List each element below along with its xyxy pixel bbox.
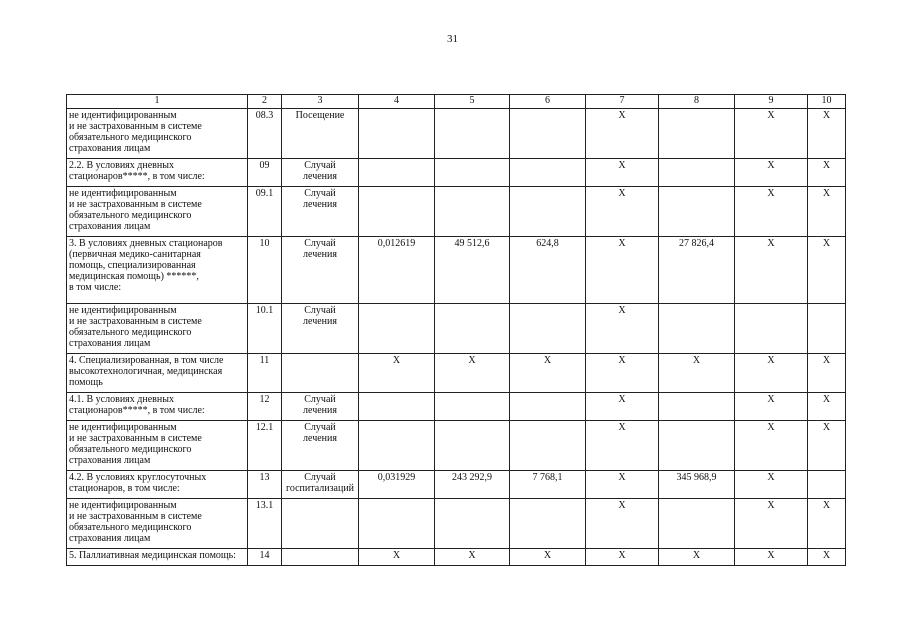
table-row bbox=[67, 471, 846, 499]
cell-text: Х bbox=[468, 550, 476, 561]
table-cell bbox=[359, 159, 435, 187]
table-cell bbox=[735, 393, 808, 421]
table-cell bbox=[586, 187, 659, 237]
table-cell bbox=[282, 109, 359, 159]
cell-text: 4.1. В условиях дневных стационаров*****, в том числе: bbox=[69, 394, 205, 416]
cell-text: 345 968,9 bbox=[676, 472, 717, 483]
table-cell bbox=[586, 549, 659, 566]
column-header: 1 bbox=[67, 95, 248, 109]
table-cell bbox=[435, 393, 510, 421]
table-cell bbox=[586, 109, 659, 159]
cell-text: Х bbox=[767, 160, 775, 171]
cell-text: Х bbox=[392, 550, 401, 561]
table-cell bbox=[735, 187, 808, 237]
table-row bbox=[67, 187, 846, 237]
data-table bbox=[66, 94, 846, 566]
table-cell bbox=[435, 354, 510, 393]
table-cell bbox=[435, 159, 510, 187]
cell-text: не идентифицированным и не застрахованным в системе обязательного медицинского страхования лицам bbox=[69, 188, 202, 232]
cell-text: не идентифицированным и не застрахованным в системе обязательного медицинского страхования лицам bbox=[69, 305, 202, 349]
column-header: 8 bbox=[659, 95, 735, 109]
table-cell bbox=[67, 237, 248, 304]
table-cell bbox=[67, 549, 248, 566]
cell-text: Х bbox=[822, 550, 831, 561]
table-cell bbox=[735, 109, 808, 159]
table-cell bbox=[510, 187, 586, 237]
cell-text: Х bbox=[822, 355, 831, 366]
table-cell bbox=[510, 109, 586, 159]
cell-text: Х bbox=[767, 422, 775, 433]
table-cell bbox=[282, 499, 359, 549]
table-cell bbox=[808, 393, 846, 421]
table-cell bbox=[67, 109, 248, 159]
cell-text: 3. В условиях дневных стационаров (первичная медико-санитарная помощь, специализированная медицинская помощь) ******, в том числе: bbox=[69, 238, 223, 293]
cell-text: Х bbox=[767, 238, 775, 249]
table-cell bbox=[735, 354, 808, 393]
cell-text: Х bbox=[692, 550, 701, 561]
cell-text: 624,8 bbox=[536, 238, 559, 249]
table-cell bbox=[359, 187, 435, 237]
cell-text: Случай лечения bbox=[303, 160, 337, 182]
cell-text: Случай госпитализаций bbox=[285, 472, 355, 494]
table-cell bbox=[659, 421, 735, 471]
table-row bbox=[67, 354, 846, 393]
table-cell bbox=[659, 159, 735, 187]
table-cell bbox=[248, 354, 282, 393]
cell-text: Х bbox=[618, 238, 626, 249]
table-cell bbox=[510, 354, 586, 393]
cell-text: Х bbox=[618, 160, 626, 171]
table-cell bbox=[510, 499, 586, 549]
table-cell bbox=[808, 304, 846, 354]
table-cell bbox=[586, 159, 659, 187]
cell-text: 10 bbox=[259, 238, 270, 249]
table-cell bbox=[808, 421, 846, 471]
cell-text: Случай лечения bbox=[303, 305, 337, 327]
table-cell bbox=[808, 187, 846, 237]
table-cell bbox=[659, 471, 735, 499]
table-cell bbox=[586, 237, 659, 304]
table-cell bbox=[67, 304, 248, 354]
column-header: 9 bbox=[735, 95, 808, 109]
table-cell bbox=[586, 304, 659, 354]
table-cell bbox=[359, 471, 435, 499]
cell-text: 10.1 bbox=[255, 305, 274, 316]
table-cell bbox=[359, 304, 435, 354]
table-cell bbox=[735, 159, 808, 187]
cell-text: Х bbox=[618, 422, 626, 433]
cell-text: 12.1 bbox=[255, 422, 274, 433]
cell-text: не идентифицированным и не застрахованным в системе обязательного медицинского страхования лицам bbox=[69, 422, 202, 466]
cell-text: Х bbox=[543, 355, 552, 366]
table-row bbox=[67, 109, 846, 159]
cell-text: 13 bbox=[259, 472, 270, 483]
cell-text: Х bbox=[767, 394, 775, 405]
table-cell bbox=[282, 549, 359, 566]
table-cell bbox=[359, 499, 435, 549]
table-row bbox=[67, 499, 846, 549]
cell-text: Х bbox=[822, 188, 831, 199]
table-cell bbox=[435, 237, 510, 304]
cell-text: 13.1 bbox=[255, 500, 274, 511]
page-number: 31 bbox=[447, 33, 458, 45]
cell-text: Х bbox=[767, 355, 775, 366]
table-cell bbox=[67, 159, 248, 187]
table-cell bbox=[659, 237, 735, 304]
cell-text: 08.3 bbox=[255, 110, 274, 121]
table-cell bbox=[282, 354, 359, 393]
table-cell bbox=[435, 421, 510, 471]
table-cell bbox=[359, 549, 435, 566]
table-cell bbox=[659, 109, 735, 159]
cell-text: Х bbox=[618, 355, 626, 366]
cell-text: Х bbox=[767, 550, 775, 561]
cell-text: 243 292,9 bbox=[452, 472, 492, 483]
table-cell bbox=[435, 471, 510, 499]
table-cell bbox=[808, 109, 846, 159]
cell-text: Х bbox=[767, 188, 775, 199]
column-header: 4 bbox=[359, 95, 435, 109]
table-cell bbox=[359, 109, 435, 159]
cell-text: Х bbox=[822, 110, 831, 121]
table-cell bbox=[248, 499, 282, 549]
cell-text: 27 826,4 bbox=[679, 238, 714, 249]
table-cell bbox=[248, 237, 282, 304]
table-cell bbox=[735, 471, 808, 499]
cell-text: 4.2. В условиях круглосуточных стационаров, в том числе: bbox=[69, 472, 207, 494]
table-cell bbox=[659, 549, 735, 566]
table-cell bbox=[735, 304, 808, 354]
cell-text: Х bbox=[543, 550, 552, 561]
table-cell bbox=[659, 304, 735, 354]
cell-text: 49 512,6 bbox=[454, 238, 490, 249]
cell-text: Х bbox=[618, 550, 626, 561]
cell-text: 09 bbox=[259, 160, 270, 171]
table-row bbox=[67, 549, 846, 566]
table-cell bbox=[282, 187, 359, 237]
table-cell bbox=[248, 304, 282, 354]
table-cell bbox=[282, 304, 359, 354]
cell-text: Х bbox=[618, 110, 626, 121]
table-cell bbox=[735, 421, 808, 471]
cell-text: Х bbox=[618, 394, 626, 405]
table-row bbox=[67, 159, 846, 187]
table-cell bbox=[67, 187, 248, 237]
column-header: 6 bbox=[510, 95, 586, 109]
table-cell bbox=[808, 549, 846, 566]
cell-text: Х bbox=[822, 160, 831, 171]
cell-text: Х bbox=[822, 238, 831, 249]
table-cell bbox=[510, 159, 586, 187]
table-row bbox=[67, 393, 846, 421]
table-cell bbox=[248, 159, 282, 187]
table-cell bbox=[435, 549, 510, 566]
table-cell bbox=[510, 304, 586, 354]
cell-text: не идентифицированным и не застрахованным в системе обязательного медицинского страхования лицам bbox=[69, 110, 202, 154]
column-header: 10 bbox=[808, 95, 846, 109]
table-cell bbox=[659, 499, 735, 549]
table-cell bbox=[248, 421, 282, 471]
table-cell bbox=[586, 421, 659, 471]
cell-text: 2.2. В условиях дневных стационаров*****, в том числе: bbox=[69, 160, 205, 182]
table-cell bbox=[67, 499, 248, 549]
table-cell bbox=[67, 354, 248, 393]
table-cell bbox=[510, 421, 586, 471]
table-cell bbox=[359, 393, 435, 421]
column-header: 5 bbox=[435, 95, 510, 109]
table-cell bbox=[586, 499, 659, 549]
table-cell bbox=[586, 354, 659, 393]
table-cell bbox=[282, 393, 359, 421]
table-cell bbox=[67, 393, 248, 421]
table-cell bbox=[659, 393, 735, 421]
cell-text: Случай лечения bbox=[303, 394, 337, 416]
table-cell bbox=[359, 354, 435, 393]
table-cell bbox=[510, 237, 586, 304]
table-cell bbox=[248, 471, 282, 499]
table-cell bbox=[248, 109, 282, 159]
table-cell bbox=[510, 549, 586, 566]
table-cell bbox=[735, 499, 808, 549]
cell-text: 14 bbox=[259, 550, 270, 561]
table-cell bbox=[586, 471, 659, 499]
table-cell bbox=[435, 109, 510, 159]
table-cell bbox=[359, 237, 435, 304]
cell-text: Случай лечения bbox=[303, 188, 337, 210]
table-cell bbox=[659, 187, 735, 237]
cell-text: Х bbox=[618, 472, 626, 483]
cell-text: Х bbox=[618, 305, 626, 316]
cell-text: Х bbox=[822, 394, 831, 405]
table-cell bbox=[282, 471, 359, 499]
table-cell bbox=[248, 549, 282, 566]
table-cell bbox=[510, 471, 586, 499]
column-header: 2 bbox=[248, 95, 282, 109]
table-cell bbox=[735, 237, 808, 304]
cell-text: Случай лечения bbox=[303, 238, 337, 260]
table-cell bbox=[282, 237, 359, 304]
cell-text: Посещение bbox=[295, 110, 345, 121]
column-header: 7 bbox=[586, 95, 659, 109]
table-cell bbox=[435, 499, 510, 549]
header-row bbox=[67, 95, 846, 109]
cell-text: Х bbox=[392, 355, 401, 366]
table-cell bbox=[67, 421, 248, 471]
table-cell bbox=[435, 187, 510, 237]
cell-text: 12 bbox=[259, 394, 270, 405]
cell-text: не идентифицированным и не застрахованным в системе обязательного медицинского страхования лицам bbox=[69, 500, 202, 544]
cell-text: 7 768,1 bbox=[532, 472, 563, 483]
table-row bbox=[67, 421, 846, 471]
cell-text: Х bbox=[618, 188, 626, 199]
cell-text: 0,012619 bbox=[377, 238, 416, 249]
cell-text: Случай лечения bbox=[303, 422, 337, 444]
cell-text: 11 bbox=[259, 355, 270, 366]
cell-text: Х bbox=[822, 500, 831, 511]
table-cell bbox=[808, 471, 846, 499]
cell-text: 4. Специализированная, в том числе высокотехнологичная, медицинская помощь bbox=[69, 355, 224, 388]
table-cell bbox=[808, 159, 846, 187]
table-cell bbox=[248, 187, 282, 237]
table-cell bbox=[435, 304, 510, 354]
cell-text: Х bbox=[468, 355, 476, 366]
table-cell bbox=[248, 393, 282, 421]
table-cell bbox=[659, 354, 735, 393]
cell-text: 0,031929 bbox=[377, 472, 416, 483]
table-cell bbox=[510, 393, 586, 421]
table-cell bbox=[282, 421, 359, 471]
cell-text: Х bbox=[767, 500, 775, 511]
table-cell bbox=[808, 354, 846, 393]
table-cell bbox=[67, 471, 248, 499]
table-cell bbox=[735, 549, 808, 566]
table-cell bbox=[282, 159, 359, 187]
cell-text: 09.1 bbox=[255, 188, 274, 199]
table-row bbox=[67, 237, 846, 304]
cell-text: Х bbox=[767, 472, 775, 483]
cell-text: Х bbox=[618, 500, 626, 511]
cell-text: Х bbox=[692, 355, 701, 366]
column-header: 3 bbox=[282, 95, 359, 109]
cell-text: 5. Паллиативная медицинская помощь: bbox=[69, 550, 236, 561]
table-row bbox=[67, 304, 846, 354]
table-cell bbox=[808, 237, 846, 304]
cell-text: Х bbox=[767, 110, 775, 121]
cell-text: Х bbox=[822, 422, 831, 433]
table-cell bbox=[808, 499, 846, 549]
table-cell bbox=[586, 393, 659, 421]
table-cell bbox=[359, 421, 435, 471]
